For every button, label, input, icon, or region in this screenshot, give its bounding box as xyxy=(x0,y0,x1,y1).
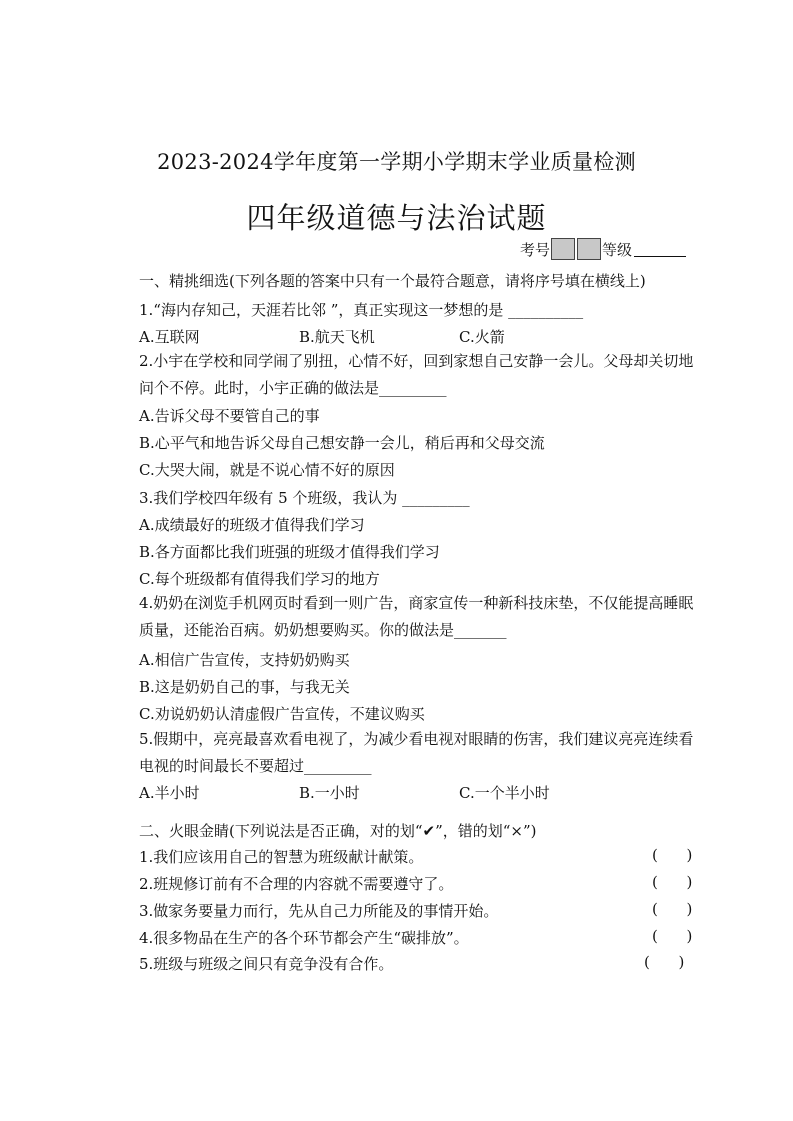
grade-blank[interactable] xyxy=(634,242,686,257)
exam-title: 2023-2024学年度第一学期小学期末学业质量检测 xyxy=(157,150,636,174)
exam-no-box[interactable] xyxy=(551,238,575,260)
exam-no-label: 考号 xyxy=(520,240,551,259)
question-3-option-b: B.各方面都比我们班强的班级才值得我们学习 xyxy=(139,543,440,561)
section1-heading: 一、精挑细选(下列各题的答案中只有一个最符合题意，请将序号填在横线上) xyxy=(139,272,646,290)
answer-paren-2[interactable]: ( ) xyxy=(652,873,693,891)
section2-heading: 二、火眼金睛(下列说法是否正确，对的划“✔”，错的划“×”) xyxy=(139,822,537,840)
judge-item-4: 4.很多物品在生产的各个环节都会产生“碳排放”。 xyxy=(139,929,469,947)
question-4-option-c: C.劝说奶奶认清虚假广告宣传，不建议购买 xyxy=(139,705,425,723)
answer-paren-4[interactable]: ( ) xyxy=(652,927,693,945)
question-5-stem: 5.假期中，亮亮最喜欢看电视了，为减少看电视对眼睛的伤害，我们建议亮亮连续看电视的时间最长不要超过_________ xyxy=(139,730,694,775)
question-5-options xyxy=(139,782,550,803)
answer-paren-5[interactable]: ( ) xyxy=(644,953,685,971)
question-5-option-b: B.一小时 xyxy=(299,784,360,802)
question-3-stem: 3.我们学校四年级有 5 个班级，我认为 _________ xyxy=(139,489,470,507)
question-1-option-a: A.互联网 xyxy=(139,328,200,346)
question-4-stem: 4.奶奶在浏览手机网页时看到一则广告，商家宣传一种新科技床垫，不仅能提高睡眠质量，还能治百病。奶奶想要购买。你的做法是_______ xyxy=(139,594,694,639)
exam-no-box[interactable] xyxy=(577,238,601,260)
answer-paren-1[interactable]: ( ) xyxy=(652,846,693,864)
question-2-option-a: A.告诉父母不要管自己的事 xyxy=(139,407,320,425)
question-2-option-c: C.大哭大闹，就是不说心情不好的原因 xyxy=(139,461,395,479)
question-2-option-b: B.心平气和地告诉父母自己想安静一会儿，稍后再和父母交流 xyxy=(139,434,545,452)
exam-subtitle: 四年级道德与法治试题 xyxy=(246,201,547,235)
judge-item-1: 1.我们应该用自己的智慧为班级献计献策。 xyxy=(139,848,424,866)
judge-item-2: 2.班规修订前有不合理的内容就不需要遵守了。 xyxy=(139,875,454,893)
question-4-option-a: A.相信广告宣传，支持奶奶购买 xyxy=(139,651,350,669)
judge-item-5: 5.班级与班级之间只有竞争没有合作。 xyxy=(139,955,394,973)
question-1-stem: 1.“海内存知己，天涯若比邻 ”，真正实现这一梦想的是 __________ xyxy=(139,301,584,319)
question-5-option-a: A.半小时 xyxy=(139,784,200,802)
question-1-option-b: B.航天飞机 xyxy=(299,328,375,346)
question-5-option-c: C.一个半小时 xyxy=(459,784,550,802)
exam-id-row xyxy=(520,238,686,260)
question-1-option-c: C.火箭 xyxy=(459,328,505,346)
question-3-option-c: C.每个班级都有值得我们学习的地方 xyxy=(139,570,380,588)
question-3-option-a: A.成绩最好的班级才值得我们学习 xyxy=(139,516,365,534)
judge-item-3: 3.做家务要量力而行，先从自己力所能及的事情开始。 xyxy=(139,902,499,920)
grade-label: 等级 xyxy=(602,240,633,259)
exam-no-boxes[interactable] xyxy=(551,238,601,260)
answer-paren-3[interactable]: ( ) xyxy=(652,900,693,918)
question-1-options xyxy=(139,326,505,347)
question-2-stem: 2.小宇在学校和同学闹了别扭，心情不好，回到家想自己安静一会儿。父母却关切地问个不停。此时，小宇正确的做法是_________ xyxy=(139,352,694,397)
question-4-option-b: B.这是奶奶自己的事，与我无关 xyxy=(139,678,350,696)
